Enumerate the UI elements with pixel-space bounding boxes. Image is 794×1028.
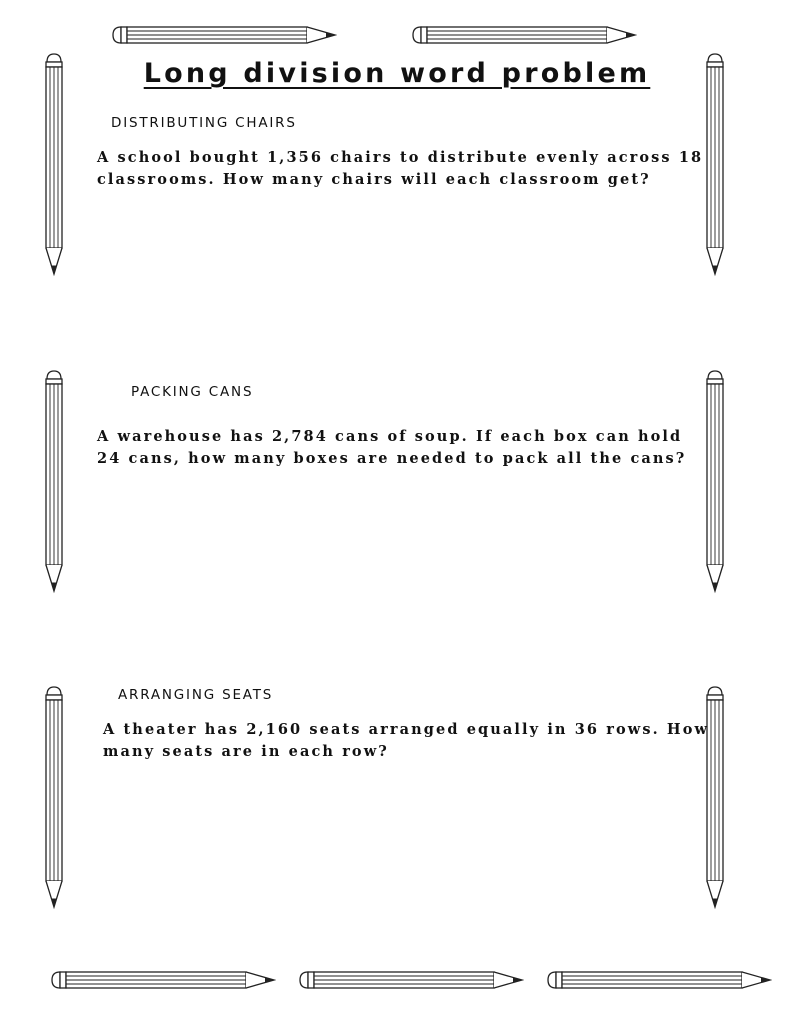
problem-text — [103, 719, 709, 763]
pencil-icon — [546, 969, 772, 991]
problem-heading: PACKING CANS — [131, 384, 254, 400]
pencil-icon — [704, 369, 726, 595]
problem-line: A school bought 1,356 chairs to distribute evenly across 18 — [97, 149, 704, 166]
pencil-icon — [43, 685, 65, 911]
problem-line: classrooms. How many chairs will each classroom get? — [97, 171, 651, 188]
pencil-icon — [50, 969, 276, 991]
page-title — [0, 58, 794, 89]
problem-text — [97, 147, 703, 191]
pencil-icon — [411, 24, 637, 46]
pencil-icon — [298, 969, 524, 991]
problem-line: A theater has 2,160 seats arranged equally in 36 rows. How — [103, 721, 710, 738]
pencil-icon — [43, 369, 65, 595]
pencil-icon — [111, 24, 337, 46]
problem-heading: ARRANGING SEATS — [118, 687, 274, 703]
problem-line: many seats are in each row? — [103, 743, 389, 760]
problem-line: A warehouse has 2,784 cans of soup. If each box can hold — [97, 428, 683, 445]
problem-line: 24 cans, how many boxes are needed to pack all the cans? — [97, 450, 687, 467]
problem-heading: DISTRIBUTING CHAIRS — [111, 115, 297, 131]
problem-text — [97, 426, 686, 470]
page-title-text: Long division word problem — [143, 58, 651, 89]
